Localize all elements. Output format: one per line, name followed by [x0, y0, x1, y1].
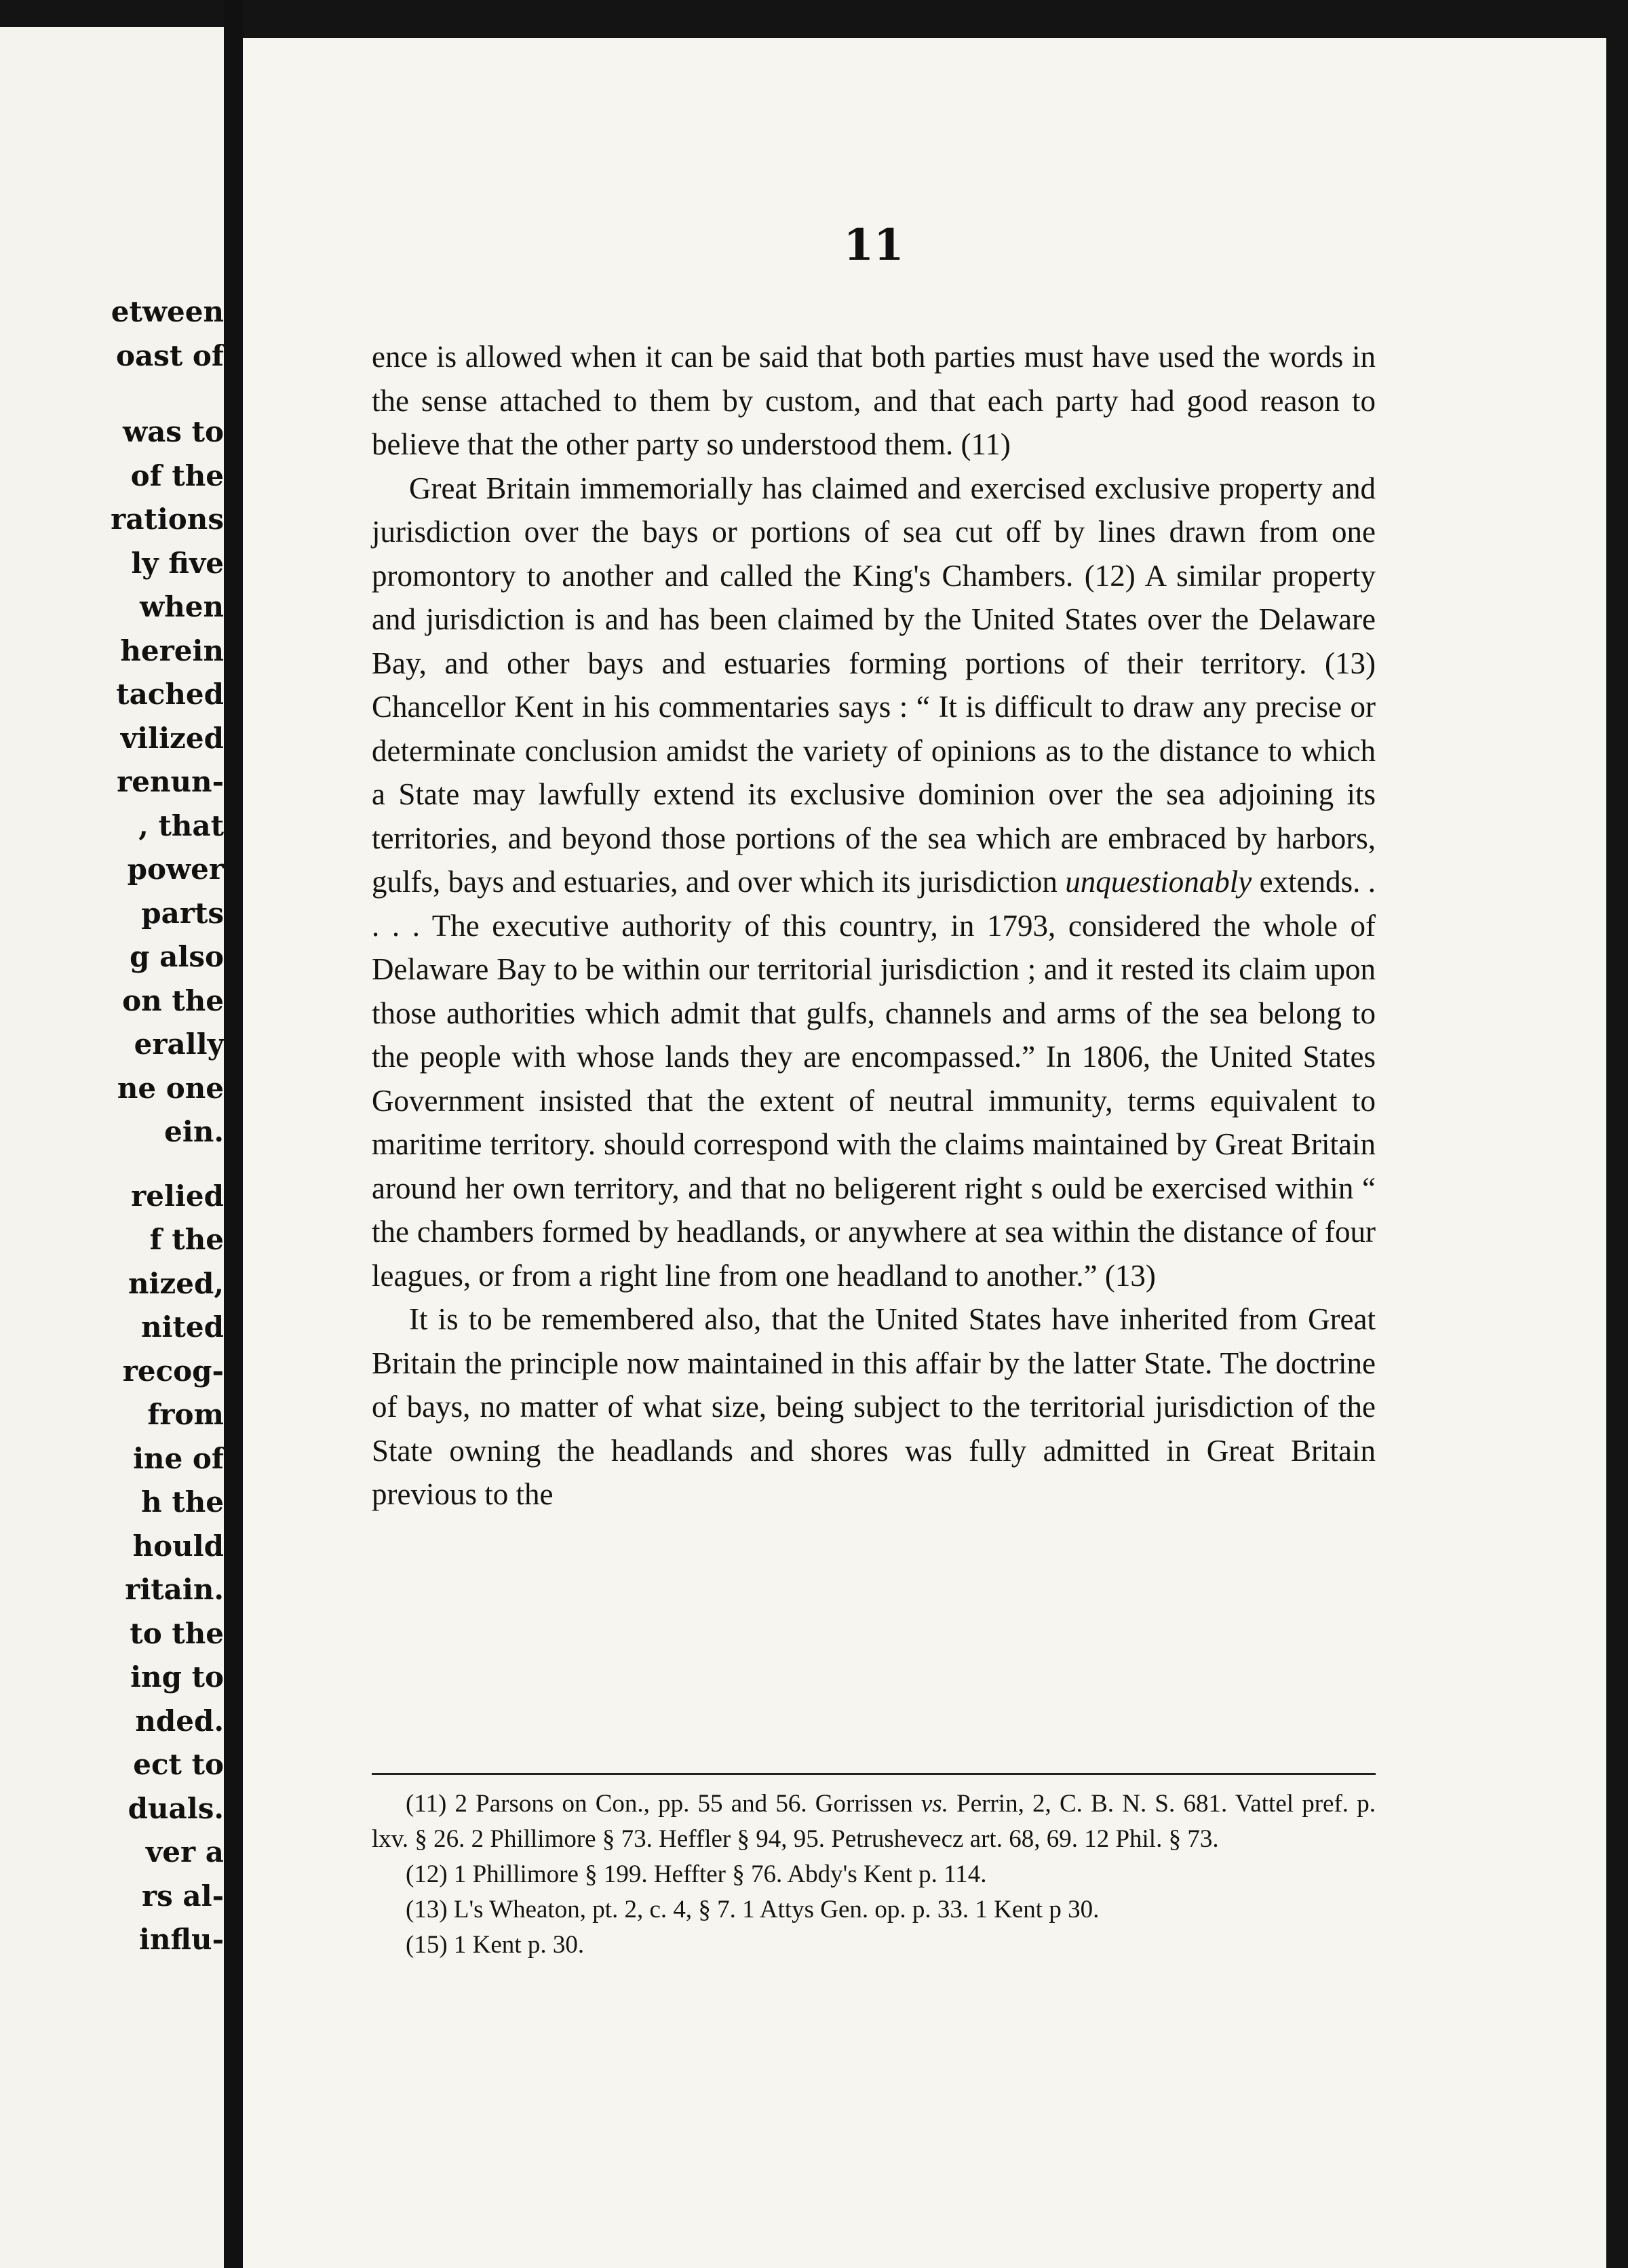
paragraph-1: ence is allowed when it can be said that both parties must have used the words in the sense attached to them by custom, and that each party had good reason to believe that the other party so understood them. (11) — [372, 340, 1376, 461]
adjacent-page-line: relied — [131, 1179, 224, 1213]
adjacent-page-line: renun- — [117, 765, 224, 798]
paragraph-3: It is to be remembered also, that the United States have inherited from Great Britain the principle now maintained in this affair by the latter State. The doctrine of bays, no matter of what size, being subject to the territorial jurisdiction of the State owning the headlands and shores was fully admitted in Great Britain previous to the — [372, 1302, 1376, 1511]
adjacent-page-line: oast of — [116, 338, 224, 372]
adjacent-page-line: of the — [130, 458, 224, 492]
adjacent-page-line: ne one — [117, 1071, 224, 1105]
page-number: 11 — [843, 220, 904, 271]
adjacent-page-line: hould — [132, 1529, 224, 1563]
adjacent-page-line: nited — [141, 1310, 224, 1344]
paragraph-2-italic: unquestionably — [1065, 865, 1252, 899]
adjacent-page-line: tached — [116, 678, 224, 711]
book-gutter — [224, 0, 243, 2268]
adjacent-page-line: ver a — [145, 1835, 224, 1869]
adjacent-page-line: when — [140, 590, 224, 623]
adjacent-page-line: rs al- — [142, 1879, 224, 1913]
footnote-15: (15) 1 Kent p. 30. — [406, 1931, 585, 1959]
body-text — [372, 335, 1376, 1517]
adjacent-page-line: g also — [130, 940, 224, 973]
adjacent-page-line: from — [147, 1398, 224, 1431]
adjacent-page-line: to the — [130, 1616, 224, 1650]
paragraph-2-part-2: extends. . . . . The executive authority of this country, in 1793, considered the whole of Delaware Bay to be within our territorial jurisdiction ; and it rested its claim upon those authorities which admit that gulfs, channels and arms of the sea belong to the people with whose lands they are encompassed.” In 1806, the United States Government insisted that the extent of neutral immunity, terms equivalent to maritime territory. should correspond with the claims maintained by Great Britain around her own territory, and that no beligerent right s ould be exercised within “ the chambers formed by headlands, or anywhere at sea within the distance of four leagues, or from a right line from one headland to another.” (13) — [372, 865, 1376, 1293]
footnotes — [372, 1786, 1376, 1963]
footnote-11-italic: vs. — [920, 1790, 948, 1818]
adjacent-page-line: ing to — [130, 1660, 224, 1694]
adjacent-page-line: was to — [122, 415, 224, 448]
adjacent-page-line: nded. — [135, 1704, 224, 1738]
page — [243, 38, 1606, 2268]
adjacent-page-line: ritain. — [125, 1573, 224, 1606]
footnote-13: (13) L's Wheaton, pt. 2, c. 4, § 7. 1 Attys Gen. op. p. 33. 1 Kent p 30. — [406, 1896, 1100, 1923]
adjacent-page-line: ect to — [133, 1748, 224, 1781]
footnote-11-part-1: (11) 2 Parsons on Con., pp. 55 and 56. Gorrissen — [406, 1790, 921, 1818]
adjacent-page-line: power — [127, 853, 224, 886]
adjacent-page-line: nized, — [128, 1266, 224, 1300]
adjacent-page-line: , that — [138, 808, 224, 842]
footnote-12: (12) 1 Phillimore § 199. Heffter § 76. Abdy's Kent p. 114. — [406, 1860, 987, 1888]
adjacent-page-line: ine of — [133, 1441, 224, 1475]
footnote-11-part-2: Perrin, 2, C. B. N. S. 681. Vattel pref. p. lxv. § 26. 2 Phillimore § 73. Heffler § 94, 95. Petrushevecz art. 68, 69. 12 Phil. § 73. — [372, 1790, 1376, 1853]
adjacent-page-line: recog- — [122, 1354, 224, 1388]
adjacent-page-line: h the — [141, 1485, 224, 1519]
adjacent-page-line: on the — [122, 983, 224, 1017]
paragraph-2-part-1: Great Britain immemorially has claimed and exercised exclusive property and jurisdiction over the bays or portions of sea cut off by lines drawn from one promontory to another and called the King's Chambers. (12) A similar property and jurisdiction is and has been claimed by the United States over the Delaware Bay, and other bays and estuaries forming portions of their territory. (13) Chancellor Kent in his commentaries says : “ It is difficult to draw any precise or determinate conclusion amidst the variety of opinions as to the distance to which a State may lawfully extend its exclusive dominion over the sea adjoining its territories, and beyond those portions of the sea which are embraced by harbors, gulfs, bays and estuaries, and over which its jurisdiction — [372, 471, 1376, 899]
adjacent-page-fragment — [0, 27, 224, 2268]
adjacent-page-line: herein — [120, 633, 224, 667]
adjacent-page-line: erally — [134, 1028, 224, 1061]
adjacent-page-line: duals. — [128, 1791, 224, 1825]
footnote-11 — [372, 1786, 1376, 1857]
adjacent-page-line: parts — [141, 896, 224, 930]
adjacent-page-line: ly five — [131, 546, 224, 580]
adjacent-page-line: f the — [149, 1223, 224, 1256]
adjacent-page-line: rations — [111, 503, 224, 536]
paragraph-2 — [372, 467, 1376, 1298]
adjacent-page-line: influ- — [139, 1923, 224, 1956]
footnote-divider — [372, 1773, 1376, 1775]
adjacent-page-line: ein. — [164, 1115, 224, 1148]
adjacent-page-line: etween — [111, 295, 224, 328]
adjacent-page-line: vilized — [120, 721, 224, 755]
